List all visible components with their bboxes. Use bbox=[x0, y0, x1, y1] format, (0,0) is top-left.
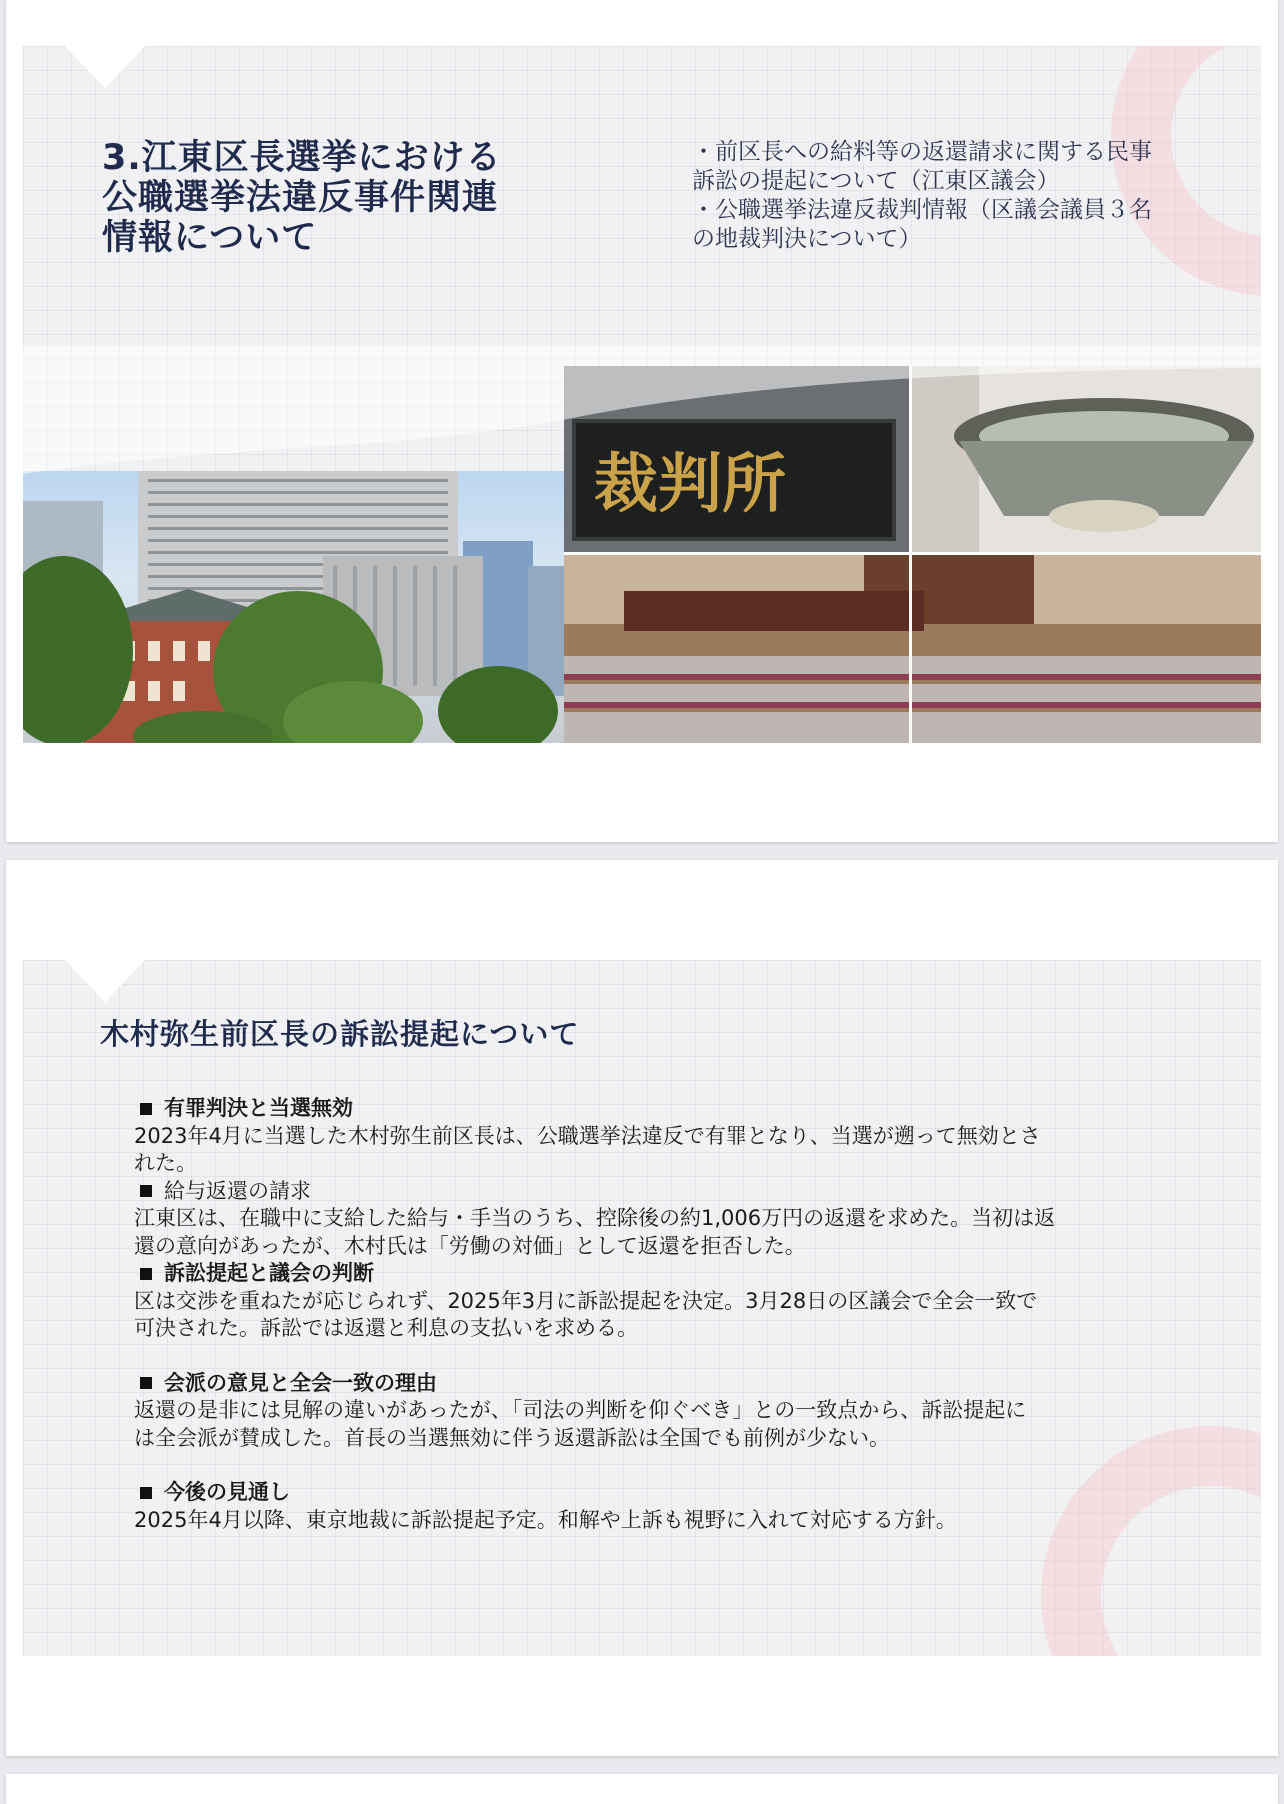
corner-decoration bbox=[65, 960, 145, 1002]
description-line: の地裁判決について） bbox=[692, 226, 922, 252]
section-heading: 今後の見通し bbox=[164, 1480, 290, 1504]
slide-2-body bbox=[134, 1095, 1164, 1534]
court-sign-text: 裁判所 bbox=[594, 447, 786, 522]
section bbox=[134, 1260, 1164, 1343]
section-heading: 有罪判決と当選無効 bbox=[164, 1096, 353, 1120]
body-line: 2023年4月に当選した木村弥生前区長は、公職選挙法違反で有罪となり、当選が遡って無効とさ bbox=[134, 1123, 1041, 1148]
corner-decoration bbox=[65, 46, 145, 88]
section bbox=[134, 1178, 1164, 1261]
body-line: 還の意向があったが、木村氏は「労働の対価」として返還を拒否した。 bbox=[134, 1233, 806, 1258]
body-line: 2025年4月以降、東京地裁に訴訟提起予定。和解や上訴も視野に入れて対応する方針。 bbox=[134, 1507, 957, 1532]
body-line: 可決された。訴訟では返還と利息の支払いを求める。 bbox=[134, 1316, 638, 1340]
square-bullet-icon bbox=[140, 1487, 152, 1499]
description-line: ・公職選挙法違反裁判情報（区議会議員３名 bbox=[692, 197, 1152, 223]
body-line: 返還の是非には見解の違いがあったが、「司法の判断を仰ぐべき」との一致点から、訴訟提起に bbox=[134, 1398, 1027, 1422]
slide-2-title: 木村弥生前区長の訴訟提起について bbox=[100, 1017, 580, 1051]
title-line: 情報について bbox=[102, 218, 318, 258]
building-photo bbox=[23, 471, 564, 743]
slide-page-2 bbox=[6, 860, 1278, 1756]
body-line: 江東区は、在職中に支給した給与・手当のうち、控除後の約1,006万円の返還を求めた。当初は返 bbox=[134, 1206, 1056, 1230]
section bbox=[134, 1479, 1164, 1534]
body-line: 区は交渉を重ねたが応じられず、2025年3月に訴訟提起を決定。3月28日の区議会で全会一致で bbox=[134, 1288, 1038, 1313]
section-heading: 会派の意見と全会一致の理由 bbox=[164, 1370, 437, 1395]
slide-page-3 bbox=[6, 1774, 1278, 1804]
section bbox=[134, 1095, 1164, 1178]
description-line: 訴訟の提起について（江東区議会） bbox=[692, 168, 1060, 194]
body-line: れた。 bbox=[134, 1151, 197, 1175]
slide-1-title bbox=[102, 138, 582, 258]
section-heading: 給与返還の請求 bbox=[164, 1178, 311, 1203]
slide-page-1 bbox=[6, 0, 1278, 842]
slide-1-description bbox=[692, 138, 1232, 254]
section-heading: 訴訟提起と議会の判断 bbox=[164, 1261, 374, 1285]
body-line: は全会派が賛成した。首長の当選無効に伴う返還訴訟は全国でも前例が少ない。 bbox=[134, 1425, 890, 1450]
square-bullet-icon bbox=[140, 1185, 152, 1197]
description-line: ・前区長への給料等の返還請求に関する民事 bbox=[692, 139, 1152, 165]
title-line: 公職選挙法違反事件関連 bbox=[102, 178, 499, 218]
wave-decoration bbox=[23, 346, 1261, 506]
slide-1 bbox=[23, 46, 1261, 743]
square-bullet-icon bbox=[140, 1103, 152, 1115]
square-bullet-icon bbox=[140, 1268, 152, 1280]
slide-2 bbox=[23, 960, 1261, 1656]
section bbox=[134, 1370, 1164, 1453]
title-line: 3.江東区長選挙における bbox=[102, 138, 502, 178]
square-bullet-icon bbox=[140, 1377, 152, 1389]
